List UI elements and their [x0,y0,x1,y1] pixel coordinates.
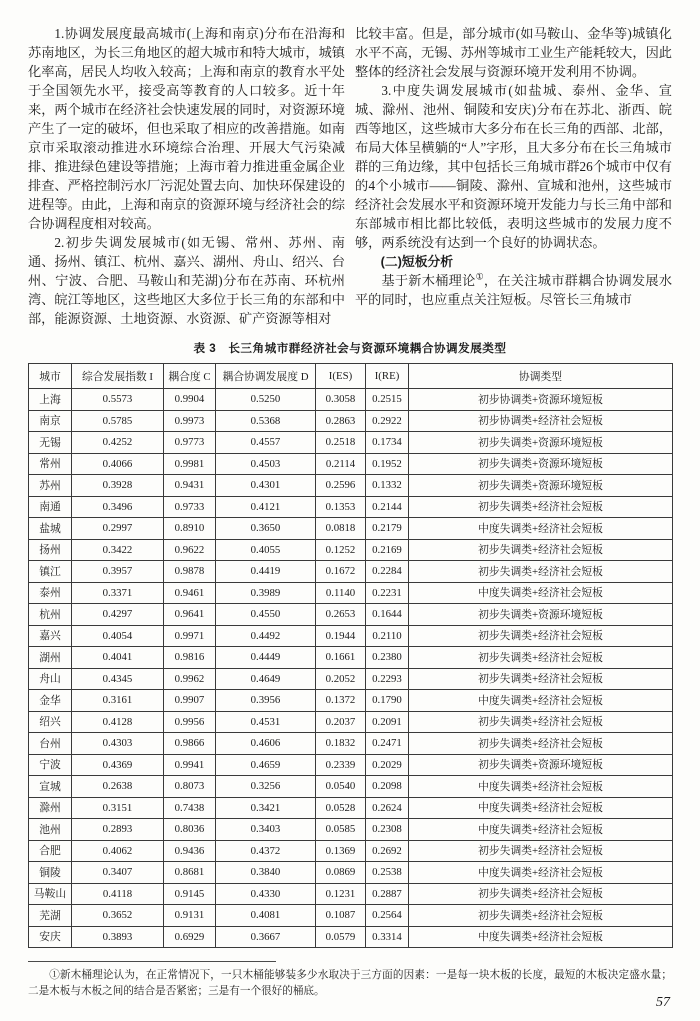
table-cell: 0.3371 [72,582,164,604]
page-number: 57 [656,995,670,1010]
table-cell: 马鞍山 [29,883,72,905]
table-cell: 0.6929 [164,926,216,948]
table-cell: 0.2887 [366,883,409,905]
paragraph-text-suffix: ，在关注城市群耦合协调发展水平的同时，也应重点关注短板。尽管长三角城市 [355,273,673,307]
table-cell: 初步失调类+经济社会短板 [409,561,673,583]
table-row [29,582,673,604]
table-cell: 0.9981 [164,453,216,475]
table-cell: 无锡 [29,432,72,454]
table-cell: 初步失调类+经济社会短板 [409,496,673,518]
table-cell: 0.9773 [164,432,216,454]
table-cell: 0.9436 [164,840,216,862]
table-cell: 0.9431 [164,475,216,497]
table-cell: 嘉兴 [29,625,72,647]
table-cell: 0.3650 [216,518,316,540]
footnote-body: 新木桶理论认为，在正常情况下，一只木桶能够装多少水取决于三方面的因素：一是每一块木板的长度，最短的木板决定盛水量；二是木板与木板之间的结合是否紧密；三是有一个很好的桶底。 [28,970,673,997]
table-cell: 0.4303 [72,733,164,755]
table-cell: 0.1369 [316,840,366,862]
table-cell: 金华 [29,690,72,712]
table-cell: 0.1734 [366,432,409,454]
table-row [29,539,673,561]
table-cell: 0.9971 [164,625,216,647]
table-cell: 0.9131 [164,905,216,927]
table-row [29,797,673,819]
table-cell: 南通 [29,496,72,518]
paragraph-coordinated-cities: 1.协调发展度最高城市(上海和南京)分布在沿海和苏南地区，为长三角地区的超大城市和特大城市，城镇化率高，居民人均收入较高；上海和南京的教育水平处于全国领先水平，接受高等教育的人口较多。近十年来，两个城市在经济社会快速发展的同时，对资源环境产生了一定的破坏，但也采取了相应的改善措施。如南京市采取滚动推进水环境综合治理、开展大气污染减排、推进绿色建设等措施；上海市着力推进重金属企业排查、严格控制污水厂污泥处置去向、加快环保建设的进程等。由此，上海和南京的资源环境与经济社会的综合协调程度相对较高。 [28,26,345,231]
table-cell: 0.1353 [316,496,366,518]
table-cell: 0.2922 [366,410,409,432]
table-cell: 0.2997 [72,518,164,540]
table-cell: 0.2863 [316,410,366,432]
table-cell: 0.9907 [164,690,216,712]
table-row [29,389,673,411]
table-cell: 0.4557 [216,432,316,454]
table-cell: 0.2515 [366,389,409,411]
table-cell: 0.9956 [164,711,216,733]
table-cell: 初步失调类+经济社会短板 [409,883,673,905]
table-header-cell: I(ES) [316,364,366,389]
table-cell: 合肥 [29,840,72,862]
table-cell: 0.3421 [216,797,316,819]
table-cell: 0.3496 [72,496,164,518]
table-cell: 0.4118 [72,883,164,905]
table-cell: 0.2564 [366,905,409,927]
table-cell: 0.5250 [216,389,316,411]
table-cell: 0.9733 [164,496,216,518]
table-cell: 舟山 [29,668,72,690]
table-cell: 0.2518 [316,432,366,454]
table-cell: 0.4330 [216,883,316,905]
table-cell: 初步失调类+经济社会短板 [409,733,673,755]
table-row [29,926,673,948]
table-cell: 0.3928 [72,475,164,497]
table-cell: 0.4449 [216,647,316,669]
table-cell: 0.4055 [216,539,316,561]
table-cell: 0.3667 [216,926,316,948]
table-cell: 0.2037 [316,711,366,733]
table-cell: 初步协调类+资源环境短板 [409,389,673,411]
table-cell: 0.1790 [366,690,409,712]
table-cell: 初步失调类+经济社会短板 [409,668,673,690]
table-cell: 0.5368 [216,410,316,432]
left-column [28,24,345,328]
paragraph-new-bucket-theory [355,271,672,309]
table-row [29,410,673,432]
table-cell: 0.4121 [216,496,316,518]
table-cell: 0.3957 [72,561,164,583]
table-cell: 0.2293 [366,668,409,690]
table-cell: 绍兴 [29,711,72,733]
table-cell: 0.0869 [316,862,366,884]
table-cell: 0.1252 [316,539,366,561]
table-cell: 0.2893 [72,819,164,841]
table-cell: 池州 [29,819,72,841]
table-cell: 0.3652 [72,905,164,927]
table-cell: 苏州 [29,475,72,497]
table-row [29,733,673,755]
table-cell: 0.2091 [366,711,409,733]
table-header-cell: I(RE) [366,364,409,389]
table-3-title: 表 3 长三角城市群经济社会与资源环境耦合协调发展类型 [193,342,507,355]
table-cell: 0.9622 [164,539,216,561]
table-cell: 0.3893 [72,926,164,948]
table-cell: 0.1372 [316,690,366,712]
table-cell: 0.4252 [72,432,164,454]
table-cell: 0.2179 [366,518,409,540]
table-cell: 0.2638 [72,776,164,798]
table-cell: 0.0579 [316,926,366,948]
table-cell: 0.2624 [366,797,409,819]
table-cell: 0.1644 [366,604,409,626]
table-cell: 0.2231 [366,582,409,604]
table-row [29,496,673,518]
table-cell: 宣城 [29,776,72,798]
table-cell: 安庆 [29,926,72,948]
table-row [29,754,673,776]
table-row [29,840,673,862]
table-cell: 0.9461 [164,582,216,604]
table-cell: 0.8910 [164,518,216,540]
table-header-cell: 耦合协调发展度 D [216,364,316,389]
table-cell: 0.9878 [164,561,216,583]
table-cell: 0.2169 [366,539,409,561]
footnote-block [28,961,672,1000]
table-cell: 0.4041 [72,647,164,669]
table-cell: 0.4503 [216,453,316,475]
table-cell: 0.4606 [216,733,316,755]
table-row [29,668,673,690]
table-cell: 0.2692 [366,840,409,862]
paragraph-text-prefix: 基于新木桶理论 [381,273,476,288]
table-cell: 中度失调类+经济社会短板 [409,582,673,604]
table-cell: 0.4297 [72,604,164,626]
table-row [29,647,673,669]
table-cell: 泰州 [29,582,72,604]
table-cell: 0.4369 [72,754,164,776]
table-row [29,690,673,712]
table-cell: 0.2653 [316,604,366,626]
table-cell: 0.3422 [72,539,164,561]
table-cell: 0.2052 [316,668,366,690]
table-cell: 湖州 [29,647,72,669]
table-cell: 0.3989 [216,582,316,604]
table-cell: 初步失调类+经济社会短板 [409,840,673,862]
table-cell: 0.2596 [316,475,366,497]
paragraph-primary-maladjusted-cities: 2.初步失调发展城市(如无锡、常州、苏州、南通、扬州、镇江、杭州、嘉兴、湖州、舟山、绍兴、台州、宁波、合肥、马鞍山和芜湖)分布在苏南、环杭州湾、皖江等地区，这些地区大多位于长三角的东部和中部，能源资源、土地资源、水资源、矿产资源等相对 [28,235,345,326]
table-cell: 初步失调类+资源环境短板 [409,604,673,626]
table-cell: 0.2538 [366,862,409,884]
table-cell: 0.9866 [164,733,216,755]
table-row [29,711,673,733]
table-cell: 0.1672 [316,561,366,583]
table-cell: 中度失调类+经济社会短板 [409,690,673,712]
table-cell: 0.4062 [72,840,164,862]
table-cell: 0.3151 [72,797,164,819]
table-cell: 初步失调类+资源环境短板 [409,754,673,776]
table-row [29,561,673,583]
table-cell: 0.5785 [72,410,164,432]
table-header-cell: 耦合度 C [164,364,216,389]
paragraph-continuation: 比较丰富。但是，部分城市(如马鞍山、金华等)城镇化水平不高，无锡、苏州等城市工业生产能耗较大，因此整体的经济社会发展与资源环境开发利用不协调。 [355,26,672,79]
body-text-columns [28,24,672,328]
table-cell: 0.9973 [164,410,216,432]
table-cell: 0.1087 [316,905,366,927]
table-row [29,905,673,927]
table-cell: 初步失调类+经济社会短板 [409,539,673,561]
table-cell: 0.1332 [366,475,409,497]
table-cell: 镇江 [29,561,72,583]
table-header-row [29,364,673,389]
table-cell: 0.3256 [216,776,316,798]
table-cell: 0.8073 [164,776,216,798]
table-cell: 0.2471 [366,733,409,755]
table-cell: 0.9145 [164,883,216,905]
table-header-cell: 综合发展指数 I [72,364,164,389]
table-cell: 0.3058 [316,389,366,411]
table-cell: 初步失调类+资源环境短板 [409,453,673,475]
table-cell: 0.3314 [366,926,409,948]
table-cell: 0.9641 [164,604,216,626]
table-header-cell: 城市 [29,364,72,389]
table-cell: 初步失调类+经济社会短板 [409,625,673,647]
footnote-text [28,968,672,1000]
table-cell: 中度失调类+经济社会短板 [409,862,673,884]
table-cell: 中度失调类+经济社会短板 [409,776,673,798]
table-cell: 盐城 [29,518,72,540]
table-cell: 初步协调类+经济社会短板 [409,410,673,432]
table-cell: 0.2284 [366,561,409,583]
table-cell: 初步失调类+经济社会短板 [409,647,673,669]
table-cell: 0.9816 [164,647,216,669]
table-cell: 芜湖 [29,905,72,927]
table-cell: 0.0540 [316,776,366,798]
table-cell: 0.1944 [316,625,366,647]
table-cell: 0.7438 [164,797,216,819]
table-row [29,819,673,841]
table-cell: 0.3161 [72,690,164,712]
table-cell: 0.4128 [72,711,164,733]
table-cell: 扬州 [29,539,72,561]
table-cell: 南京 [29,410,72,432]
table-cell: 杭州 [29,604,72,626]
table-cell: 0.1231 [316,883,366,905]
footnote-reference-marker: ① [475,271,484,282]
table-cell: 0.0528 [316,797,366,819]
section-heading-shortboard-analysis: (二)短板分析 [380,254,454,269]
table-cell: 滁州 [29,797,72,819]
table-cell: 初步失调类+经济社会短板 [409,905,673,927]
table-cell: 0.4492 [216,625,316,647]
table-header-cell: 协调类型 [409,364,673,389]
table-cell: 0.2098 [366,776,409,798]
table-cell: 台州 [29,733,72,755]
table-cell: 常州 [29,453,72,475]
table-cell: 0.3403 [216,819,316,841]
table-cell: 0.4345 [72,668,164,690]
table-cell: 0.5573 [72,389,164,411]
table-cell: 中度失调类+经济社会短板 [409,518,673,540]
table-cell: 0.0818 [316,518,366,540]
table-body [29,389,673,948]
table-cell: 0.9962 [164,668,216,690]
coupling-coordination-table [28,363,673,948]
table-cell: 宁波 [29,754,72,776]
table-cell: 0.4081 [216,905,316,927]
table-row [29,475,673,497]
table-row [29,862,673,884]
table-cell: 0.2380 [366,647,409,669]
footnote-separator-rule [28,961,276,962]
table-cell: 0.1661 [316,647,366,669]
table-row [29,625,673,647]
table-row [29,883,673,905]
table-cell: 0.4066 [72,453,164,475]
table-row [29,518,673,540]
table-cell: 0.2308 [366,819,409,841]
right-column [355,24,672,328]
table-cell: 0.4659 [216,754,316,776]
table-cell: 中度失调类+经济社会短板 [409,797,673,819]
table-cell: 上海 [29,389,72,411]
table-cell: 0.4054 [72,625,164,647]
table-cell: 初步失调类+资源环境短板 [409,432,673,454]
table-cell: 初步失调类+资源环境短板 [409,475,673,497]
table-cell: 0.4649 [216,668,316,690]
table-cell: 0.9904 [164,389,216,411]
table-cell: 0.3956 [216,690,316,712]
table-cell: 0.4550 [216,604,316,626]
table-cell: 0.8681 [164,862,216,884]
table-row [29,776,673,798]
table-cell: 初步失调类+经济社会短板 [409,711,673,733]
footnote-marker: ① [49,970,60,981]
table-cell: 0.1140 [316,582,366,604]
table-cell: 0.2339 [316,754,366,776]
table-cell: 0.4531 [216,711,316,733]
table-cell: 0.0585 [316,819,366,841]
table-cell: 0.2144 [366,496,409,518]
table-cell: 0.3840 [216,862,316,884]
table-cell: 0.2114 [316,453,366,475]
paragraph-moderate-maladjusted-cities: 3.中度失调发展城市(如盐城、泰州、金华、宣城、滁州、池州、铜陵和安庆)分布在苏北、浙西、皖西等地区，这些城市大多分布在长三角的西部、北部，布局大体呈横躺的“人”字形，且大多分布在长三角城市群的三角边缘，其中包括长三角城市群26个城市中仅有的4个小城市——铜陵、滁州、宣城和池州，这些城市经济社会发展水平和资源环境开发能力与长三角中部和东部城市相比都比较低，表明这些城市的发展力度不够，两系统没有达到一个良好的协调状态。 [355,83,672,250]
table-cell: 0.9941 [164,754,216,776]
table-cell: 0.4419 [216,561,316,583]
table-cell: 0.1952 [366,453,409,475]
table-cell: 0.2029 [366,754,409,776]
table-cell: 0.2110 [366,625,409,647]
table-cell: 0.1832 [316,733,366,755]
table-cell: 中度失调类+经济社会短板 [409,926,673,948]
table-row [29,453,673,475]
table-row [29,604,673,626]
table-cell: 铜陵 [29,862,72,884]
table-cell: 0.4372 [216,840,316,862]
table-cell: 中度失调类+经济社会短板 [409,819,673,841]
table-cell: 0.8036 [164,819,216,841]
table-cell: 0.3407 [72,862,164,884]
table-cell: 0.4301 [216,475,316,497]
table-row [29,432,673,454]
